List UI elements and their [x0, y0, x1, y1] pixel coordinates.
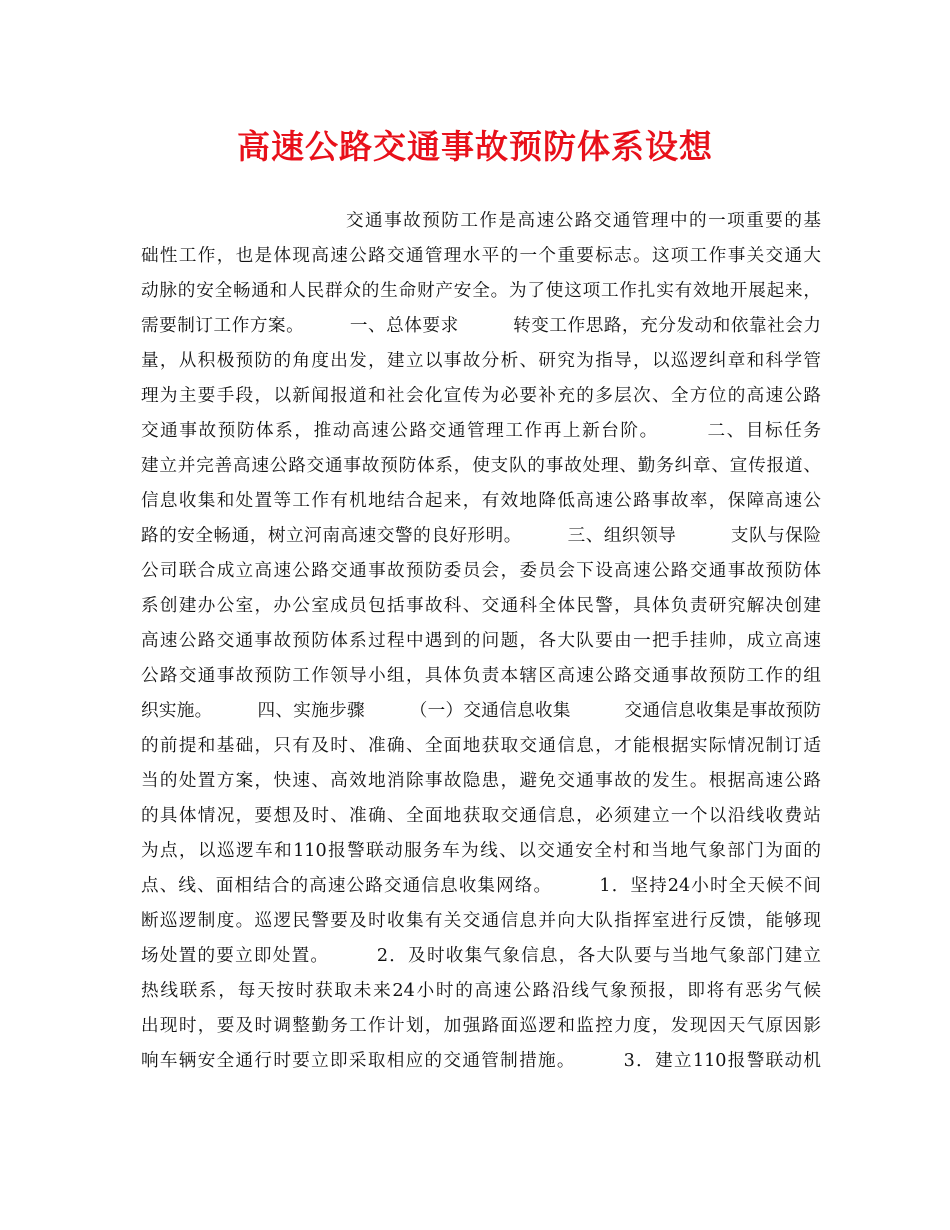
- body-line: 公司联合成立高速公路交通事故预防委员会，委员会下设高速公路交通事故预防体: [141, 561, 821, 581]
- document-body: [141, 204, 821, 1079]
- body-line: 断巡逻制度。巡逻民警要及时收集有关交通信息并向大队指挥室进行反馈，能够现: [141, 911, 821, 931]
- body-line: 动脉的安全畅通和人民群众的生命财产安全。为了使这项工作扎实有效地开展起来，: [141, 281, 821, 301]
- body-line: 响车辆安全通行时要立即采取相应的交通管制措施。 3．建立110报警联动机: [141, 1051, 821, 1071]
- body-line: 础性工作，也是体现高速公路交通管理水平的一个重要标志。这项工作事关交通大: [141, 246, 821, 266]
- body-line: 建立并完善高速公路交通事故预防体系，使支队的事故处理、勤务纠章、宣传报道、: [141, 456, 821, 476]
- body-line: 理为主要手段，以新闻报道和社会化宣传为必要补充的多层次、全方位的高速公路: [141, 386, 821, 406]
- body-line: 场处置的要立即处置。 2．及时收集气象信息，各大队要与当地气象部门建立: [141, 946, 821, 966]
- body-line: 交通事故预防体系，推动高速公路交通管理工作再上新台阶。 二、目标任务: [141, 421, 821, 441]
- body-line: 当的处置方案，快速、高效地消除事故隐患，避免交通事故的发生。根据高速公路: [141, 771, 821, 791]
- document-title: 高速公路交通事故预防体系设想: [237, 127, 713, 166]
- body-line: 高速公路交通事故预防体系过程中遇到的问题，各大队要由一把手挂帅，成立高速: [141, 631, 821, 651]
- body-line: 的前提和基础，只有及时、准确、全面地获取交通信息，才能根据实际情况制订适: [141, 736, 821, 756]
- body-line: 需要制订工作方案。 一、总体要求 转变工作思路，充分发动和依靠社会力: [141, 316, 821, 336]
- body-line: 系创建办公室，办公室成员包括事故科、交通科全体民警，具体负责研究解决创建: [141, 596, 821, 616]
- body-line: 为点，以巡逻车和110报警联动服务车为线、以交通安全村和当地气象部门为面的: [141, 841, 821, 861]
- body-line: 点、线、面相结合的高速公路交通信息收集网络。 1．坚持24小时全天候不间: [141, 876, 821, 896]
- body-line: 织实施。 四、实施步骤 （一）交通信息收集 交通信息收集是事故预防: [141, 701, 821, 721]
- body-line: 量，从积极预防的角度出发，建立以事故分析、研究为指导，以巡逻纠章和科学管: [141, 351, 821, 371]
- body-line: 信息收集和处置等工作有机地结合起来，有效地降低高速公路事故率，保障高速公: [141, 491, 821, 511]
- body-line: 的具体情况，要想及时、准确、全面地获取交通信息，必须建立一个以沿线收费站: [141, 806, 821, 826]
- body-line: 路的安全畅通，树立河南高速交警的良好形明。 三、组织领导 支队与保险: [141, 526, 821, 546]
- body-line: 交通事故预防工作是高速公路交通管理中的一项重要的基: [346, 211, 821, 231]
- body-line: 出现时，要及时调整勤务工作计划，加强路面巡逻和监控力度，发现因天气原因影: [141, 1016, 821, 1036]
- body-line: 热线联系，每天按时获取未来24小时的高速公路沿线气象预报，即将有恶劣气候: [141, 981, 821, 1001]
- body-line: 公路交通事故预防工作领导小组，具体负责本辖区高速公路交通事故预防工作的组: [141, 666, 821, 686]
